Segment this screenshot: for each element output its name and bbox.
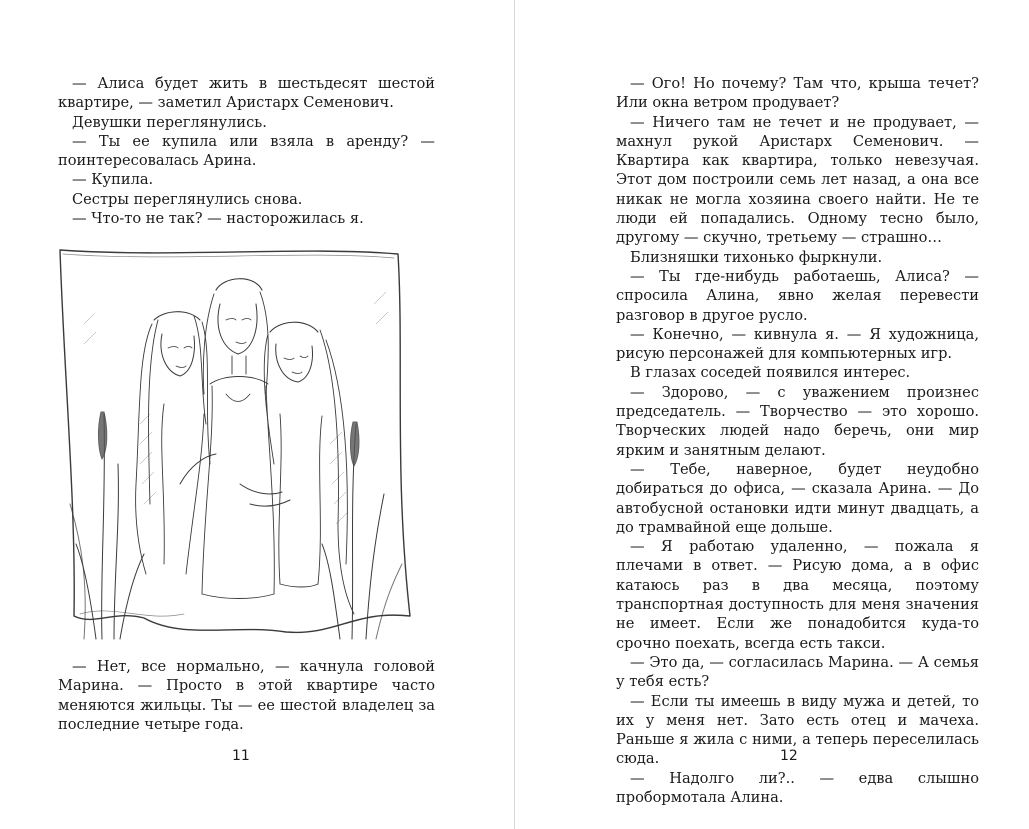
paragraph: — Тебе, наверное, будет неудобно добираться до офиса, — сказала Арина. — До автобусной остановки идти минут двадцать, а до трамвайной еще дольше. (616, 460, 979, 536)
left-page-bottom-text (58, 657, 435, 734)
paragraph: — Если ты имеешь в виду мужа и детей, то их у меня нет. Зато есть отец и мачеха. Раньше я жила с ними, а теперь переселилась сюда. (616, 692, 979, 768)
paragraph: — Конечно, — кивнула я. — Я художница, рисую персонажей для компьютерных игр. (616, 325, 979, 363)
right-page-text (616, 74, 979, 807)
three-sisters-illustration (54, 244, 422, 644)
paragraph: — Нет, все нормально, — качнула головой Марина. — Просто в этой квартире часто меняются жильцы. Ты — ее шестой владелец за последние четыре года. (58, 658, 435, 733)
right-page (515, 0, 1029, 829)
paragraph: — Ты ее купила или взяла в аренду? — поинтересовалась Арина. (58, 132, 435, 170)
page-number-left: 11 (232, 748, 250, 764)
reeds-right (322, 422, 402, 639)
paragraph: — Ты где-нибудь работаешь, Алиса? — спросила Алина, явно желая перевести разговор в другое русло. (616, 267, 979, 324)
paragraph: В глазах соседей появился интерес. (630, 364, 911, 382)
paragraph: — Алиса будет жить в шестьдесят шестой квартире, — заметил Аристарх Семенович. (58, 75, 435, 112)
paragraph: Девушки переглянулись. (72, 113, 267, 131)
left-page-top-text (58, 74, 435, 228)
paragraph: Близняшки тихонько фыркнули. (630, 248, 883, 266)
reeds-left (70, 412, 144, 639)
paragraph: — Здорово, — с уважением произнес председатель. — Творчество — это хорошо. Творческих людей надо беречь, они мир ярким и занятным делают. (616, 383, 979, 459)
right-sister (250, 322, 354, 614)
paragraph: — Надолго ли?.. — едва слышно пробормотала Алина. (616, 769, 979, 806)
paragraph: — Купила. (72, 171, 154, 189)
paragraph: — Ого! Но почему? Там что, крыша течет? Или окна ветром продувает? (616, 75, 979, 112)
paragraph: — Я работаю удаленно, — пожала я плечами в ответ. — Рисую дома, а в офис катаюсь раз в два месяца, поэтому транспортная доступность для меня значения не имеет. Если же понадобится куда-то срочно поехать, всегда есть такси. (616, 538, 979, 652)
paragraph: — Это да, — согласилась Марина. — А семья у тебя есть? (616, 653, 979, 691)
shading (84, 292, 388, 524)
paragraph: — Ничего там не течет и не продувает, — махнул рукой Аристарх Семенович. — Квартира как квартира, только невезучая. Этот дом построили семь лет назад, а она все никак не могла хозяина своего найти. Не те люди ей попадались. Одному тесно было, другому — скучно, третьему — страшно… (616, 113, 979, 247)
paragraph: — Что-то не так? — насторожилась я. (72, 210, 364, 228)
page-number-right: 12 (780, 748, 798, 764)
left-page (0, 0, 514, 829)
paragraph: Сестры переглянулись снова. (72, 190, 303, 208)
